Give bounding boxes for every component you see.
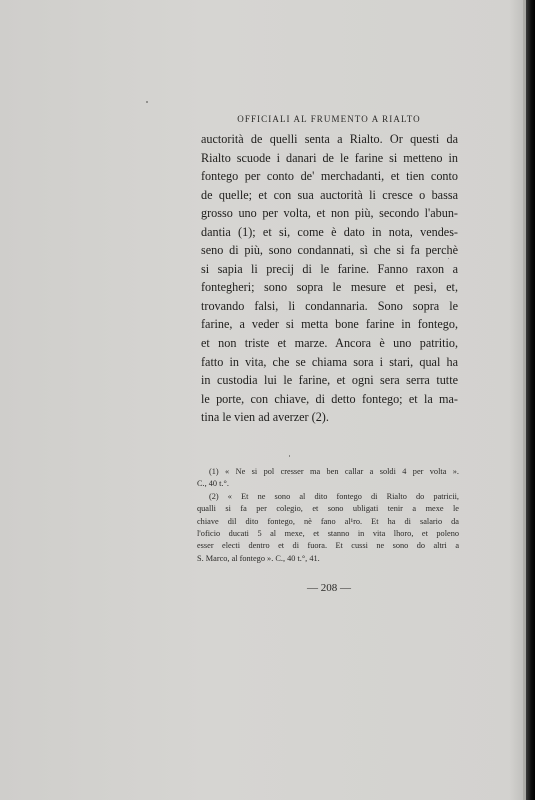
- body-line: le porte, con chiave, di detto fontego; et la ma-: [201, 391, 458, 406]
- body-line: seno di più, sono condannati, sì che si fa perchè: [201, 243, 458, 258]
- footnote-1: [197, 466, 459, 491]
- footnote-line: esser electi dentro et di fuora. Et cussi ne sono do altri a: [197, 541, 459, 551]
- body-text: [201, 130, 458, 427]
- footnote-line: (2) « Et ne sono al dito fontego di Rialto do patricii,: [209, 491, 459, 501]
- paper-speck: [146, 101, 148, 103]
- body-line: fontego per conto de' merchadanti, et tien conto: [201, 169, 458, 184]
- body-line: in custodia lui le farine, et ogni sera serra tutte: [201, 373, 458, 388]
- body-line: si sapia li precij di le farine. Fanno raxon a: [201, 261, 458, 276]
- page-edge-shadow: [509, 0, 526, 800]
- body-line: grosso uno per volta, et non più, secondo l'abun-: [201, 206, 458, 221]
- footnotes: [197, 466, 459, 565]
- paper-speck: [289, 455, 290, 457]
- page-number: — 208 —: [307, 582, 351, 594]
- body-line: trovando falsi, li condannaria. Sono sopra le: [201, 298, 458, 313]
- body-line: fatto in vita, che se chiama sora i stari, qual ha: [201, 354, 458, 369]
- body-line: auctorità de quelli senta a Rialto. Or questi da: [201, 132, 458, 146]
- footnote-line: (1) « Ne si pol cresser ma ben callar a soldi 4 per volta ».: [209, 467, 459, 476]
- body-line: et non triste et marze. Ancora è uno patritio,: [201, 336, 458, 351]
- body-line: de quelle; et con sua auctorità li cresce o bassa: [201, 187, 458, 202]
- body-line: fontegheri; sono sopra le mesure et pesi, et,: [201, 280, 458, 295]
- footnote-line: l'oficio ducati 5 al mexe, et stanno in vita lhoro, et poleno: [197, 528, 459, 538]
- footnote-line: chiave dil dito fontego, nè fano al¹ro. Et ha di salario da: [197, 516, 459, 526]
- footnote-line: S. Marco, al fontego ». C., 40 t.°, 41.: [197, 553, 320, 563]
- body-line: tina le vien ad averzer (2).: [201, 410, 329, 425]
- footnote-line: qualli si fa per colegio, et sono ubligati tenir a mexe le: [197, 504, 459, 514]
- body-line: Rialto scuode i danari de le farine si metteno in: [201, 150, 458, 165]
- footnote-2: [197, 491, 459, 565]
- book-spine-edge: [526, 0, 535, 800]
- footnote-line: C., 40 t.°.: [197, 479, 229, 489]
- running-head: OFFICIALI AL FRUMENTO A RIALTO: [237, 114, 421, 124]
- body-line: dantia (1); et si, come è dato in nota, vendes-: [201, 224, 458, 239]
- body-line: farine, a veder si metta bone farine in fontego,: [201, 317, 458, 332]
